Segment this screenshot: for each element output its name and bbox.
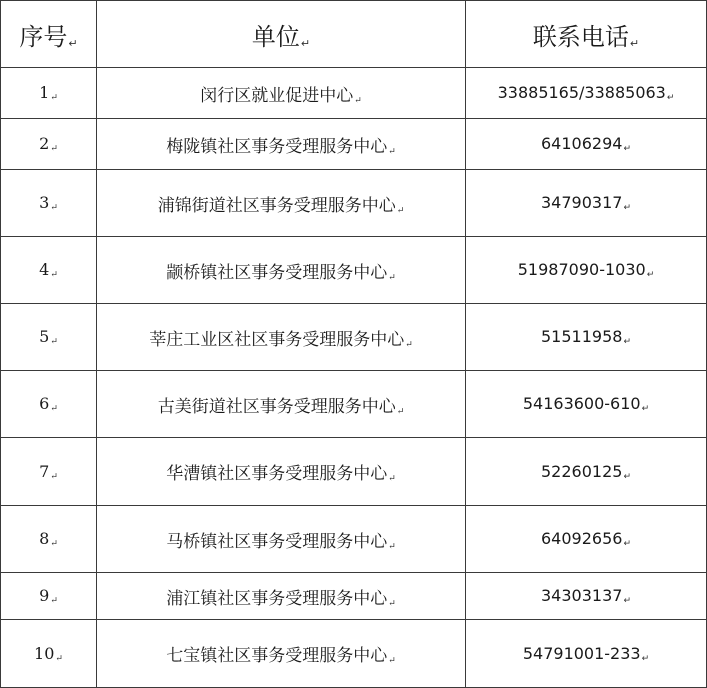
phone-number: 54163600-610: [522, 394, 641, 413]
row-number: 6: [39, 394, 50, 413]
header-label: 单位: [251, 22, 300, 51]
unit-name: 浦锦街道社区事务受理服务中心: [157, 195, 396, 216]
phone-cell: [466, 438, 707, 506]
row-number-cell: [1, 506, 97, 573]
unit-name: 七宝镇社区事务受理服务中心: [166, 646, 388, 666]
phone-cell: [466, 119, 707, 170]
paragraph-mark-icon: ↵: [50, 596, 58, 606]
row-number: 1: [39, 83, 50, 102]
unit-name: 浦江镇社区事务受理服务中心: [166, 588, 388, 609]
paragraph-mark-icon: ↵: [388, 474, 396, 484]
paragraph-mark-icon: ↵: [623, 596, 631, 606]
unit-cell: [97, 237, 466, 304]
row-number: 2: [39, 134, 50, 153]
table-row: [1, 237, 707, 304]
paragraph-mark-icon: ↵: [50, 144, 58, 154]
phone-cell: [466, 68, 707, 119]
paragraph-mark-icon: ↵: [666, 93, 675, 103]
header-cell-number: [1, 1, 97, 68]
unit-cell: [97, 438, 466, 506]
row-number: 10: [34, 643, 55, 663]
header-cell-unit: [97, 1, 466, 68]
paragraph-mark-icon: ↵: [623, 144, 631, 154]
phone-cell: [466, 304, 707, 371]
row-number-cell: [1, 237, 97, 304]
row-number: 8: [39, 529, 50, 548]
paragraph-mark-icon: ↵: [623, 337, 631, 347]
table-row: [1, 506, 707, 573]
paragraph-mark-icon: ↵: [388, 598, 396, 609]
paragraph-mark-icon: ↵: [388, 146, 396, 157]
unit-cell: [97, 371, 466, 438]
row-number-cell: [1, 620, 97, 688]
paragraph-mark-icon: ↵: [641, 653, 650, 664]
unit-cell: [97, 68, 466, 119]
row-number: 9: [39, 586, 50, 605]
unit-cell: [97, 170, 466, 237]
paragraph-mark-icon: ↵: [623, 539, 631, 549]
phone-cell: [466, 170, 707, 237]
table-row: [1, 438, 707, 506]
phone-cell: [466, 237, 707, 304]
unit-cell: [97, 304, 466, 371]
paragraph-mark-icon: ↵: [50, 337, 58, 347]
paragraph-mark-icon: ↵: [50, 404, 58, 414]
unit-cell: [97, 506, 466, 573]
unit-cell: [97, 620, 466, 688]
row-number-cell: [1, 119, 97, 170]
unit-name: 古美街道社区事务受理服务中心: [157, 396, 396, 417]
paragraph-mark-icon: ↵: [388, 656, 396, 666]
phone-number: 64092656: [541, 529, 623, 548]
table-row: [1, 170, 707, 237]
unit-name: 梅陇镇社区事务受理服务中心: [166, 136, 388, 157]
paragraph-mark-icon: ↵: [50, 93, 58, 103]
paragraph-mark-icon: ↵: [629, 36, 640, 50]
paragraph-mark-icon: ↵: [55, 653, 63, 664]
table-row: [1, 620, 707, 688]
phone-number: 51511958: [541, 327, 623, 346]
unit-name: 闵行区就业促进中心: [200, 85, 354, 106]
paragraph-mark-icon: ↵: [405, 339, 413, 350]
paragraph-mark-icon: ↵: [388, 272, 396, 283]
phone-cell: [466, 371, 707, 438]
unit-name: 颛桥镇社区事务受理服务中心: [166, 262, 388, 283]
unit-cell: [97, 573, 466, 620]
paragraph-mark-icon: ↵: [623, 203, 631, 213]
row-number-cell: [1, 170, 97, 237]
header-label: 序号: [19, 22, 68, 51]
paragraph-mark-icon: ↵: [354, 95, 362, 106]
paragraph-mark-icon: ↵: [396, 205, 405, 216]
header-label: 联系电话: [532, 22, 629, 51]
paragraph-mark-icon: ↵: [300, 36, 311, 50]
unit-cell: [97, 119, 466, 170]
table-row: [1, 304, 707, 371]
paragraph-mark-icon: ↵: [388, 541, 396, 552]
header-cell-phone: [466, 1, 707, 68]
row-number-cell: [1, 68, 97, 119]
header-row: [1, 1, 707, 68]
unit-name: 华漕镇社区事务受理服务中心: [166, 464, 388, 484]
phone-number: 34303137: [541, 586, 623, 605]
phone-number: 54791001-233: [522, 643, 641, 663]
row-number-cell: [1, 573, 97, 620]
phone-cell: [466, 620, 707, 688]
phone-number: 51987090-1030: [517, 260, 646, 279]
table-row: [1, 371, 707, 438]
phone-number: 52260125: [541, 461, 623, 481]
row-number-cell: [1, 304, 97, 371]
paragraph-mark-icon: ↵: [396, 406, 405, 417]
unit-name: 莘庄工业区社区事务受理服务中心: [149, 329, 405, 350]
unit-name: 马桥镇社区事务受理服务中心: [166, 531, 388, 552]
table-row: [1, 68, 707, 119]
table-row: [1, 119, 707, 170]
row-number: 5: [39, 327, 50, 346]
paragraph-mark-icon: ↵: [50, 203, 58, 213]
paragraph-mark-icon: ↵: [641, 404, 650, 414]
paragraph-mark-icon: ↵: [50, 539, 58, 549]
table-row: [1, 573, 707, 620]
phone-number: 64106294: [541, 134, 623, 153]
paragraph-mark-icon: ↵: [646, 270, 655, 280]
row-number-cell: [1, 371, 97, 438]
row-number-cell: [1, 438, 97, 506]
paragraph-mark-icon: ↵: [68, 36, 78, 50]
row-number: 3: [39, 193, 50, 212]
phone-number: 33885165/33885063: [497, 83, 666, 102]
phone-cell: [466, 506, 707, 573]
paragraph-mark-icon: ↵: [50, 270, 58, 280]
phone-cell: [466, 573, 707, 620]
row-number: 4: [39, 260, 50, 279]
row-number: 7: [39, 461, 50, 481]
phone-number: 34790317: [541, 193, 623, 212]
paragraph-mark-icon: ↵: [50, 471, 58, 482]
paragraph-mark-icon: ↵: [623, 471, 631, 482]
